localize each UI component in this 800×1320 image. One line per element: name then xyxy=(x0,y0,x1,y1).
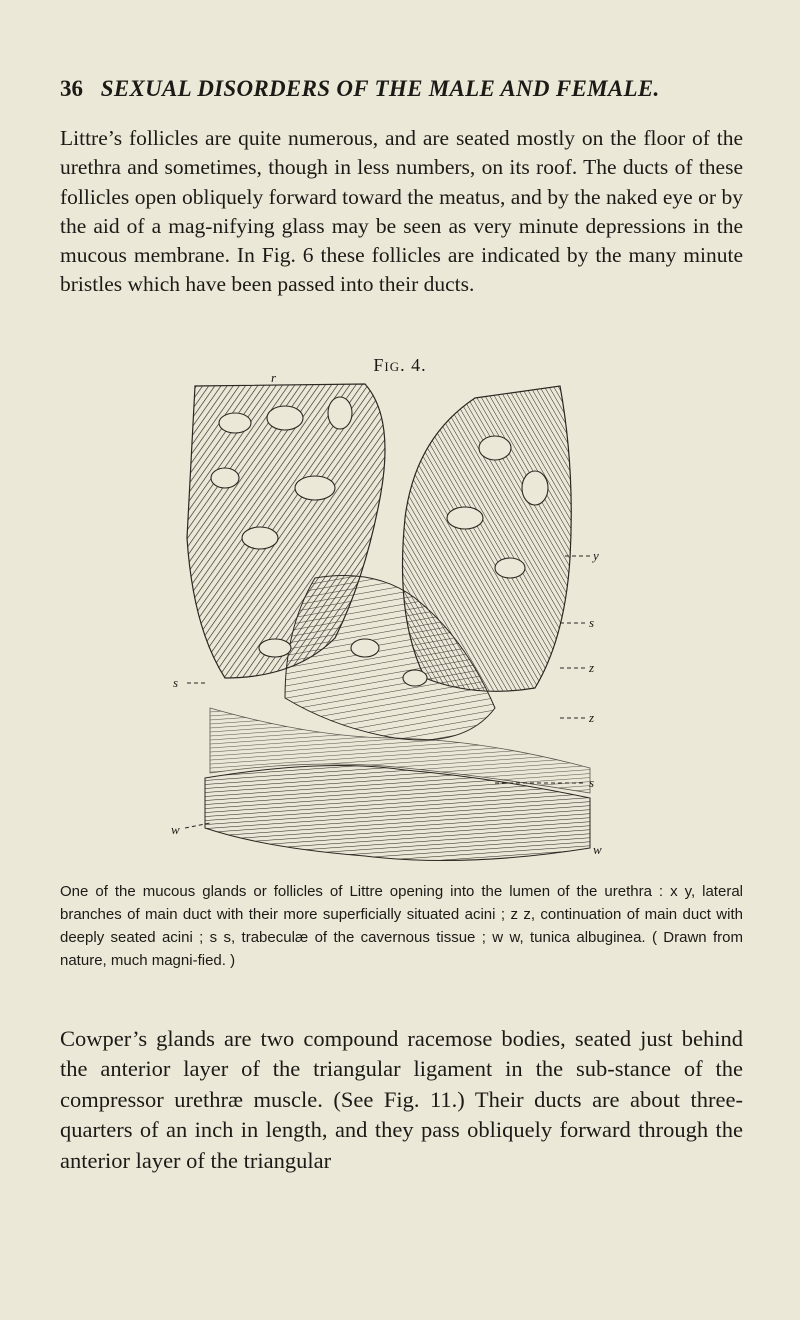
paragraph-littre-follicles: Littre’s follicles are quite numerous, and are seated mostly on the floor of the urethra and sometimes, though in less numbers, on its roof. The ducts of these follicles open obliquely forward toward the meatus, and by the naked eye or by the aid of a mag-nifying glass may be seen as very minute depressions in the mucous membrane. In Fig. 6 these follicles are indicated by the many minute bristles which have been passed into their ducts. xyxy=(60,126,743,297)
label-s-right-bottom: s xyxy=(589,775,595,790)
label-w-right: w xyxy=(593,842,602,857)
label-s-right-top: s xyxy=(589,615,595,630)
label-z-upper: z xyxy=(589,660,595,675)
label-w-left: w xyxy=(171,822,180,837)
figure-label: Fig. 4. xyxy=(373,355,427,375)
label-s-left: s xyxy=(173,675,179,690)
label-y: y xyxy=(593,548,599,563)
label-r: r xyxy=(271,370,277,385)
page-number: 36 xyxy=(60,76,83,101)
figure-caption: One of the mucous glands or follicles of Littre opening into the lumen of the urethra : x y, lateral branches of main duct with their more superficially situated acini ; z z, continuation of main duct with deeply seated acini ; s s, trabeculæ of the cavernous tissue ; w w, tunica albuginea. ( Drawn from nature, much magni-fied. ) xyxy=(60,883,743,969)
running-title: SEXUAL DISORDERS OF THE MALE AND FEMALE. xyxy=(100,76,660,101)
running-header xyxy=(60,74,760,104)
engraving-illustration xyxy=(165,370,635,868)
figure-illustration xyxy=(165,370,635,868)
paragraph-cowpers-glands: Cowper’s glands are two compound racemose bodies, seated just behind the anterior layer of the triangular ligament in the sub-stance of the compressor urethræ muscle. (See Fig. 11.) Their ducts are about three-quarters of an inch in length, and they pass obliquely forward through the anterior layer of the triangular xyxy=(60,1026,743,1173)
label-z-lower: z xyxy=(589,710,595,725)
